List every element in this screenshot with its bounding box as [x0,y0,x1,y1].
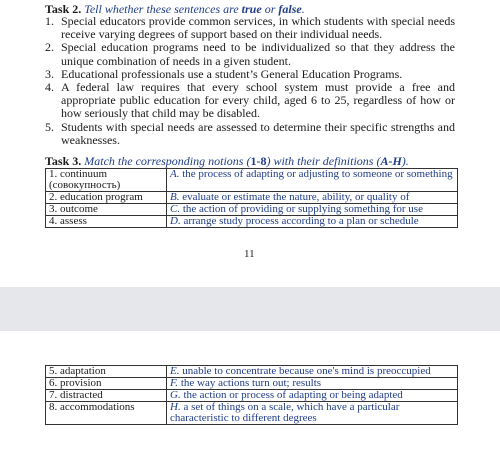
definition-text: the process of adapting or adjusting to someone or something [179,168,453,180]
notion-cell [46,390,167,402]
table-row [46,402,458,425]
definition-letter: G. [170,389,181,401]
definition-text: the action of providing or supplying something for use [180,203,423,215]
task2-word-or: or [261,2,279,16]
sentence-text: Educational professionals use a student’s General Education Programs. [61,66,403,81]
sentence-number: 4. [45,80,54,95]
task3-range-definitions: A-H [380,154,402,168]
table-row [46,204,458,216]
task2-sentence [45,41,455,67]
table-row [46,390,458,402]
table-row [46,216,458,228]
page-separator-gap [0,287,500,331]
definition-text: evaluate or estimate the nature, ability, or quality of [179,191,410,203]
definition-cell [167,402,458,425]
definition-letter: B. [170,191,180,203]
definition-cell [167,204,458,216]
definition-cell [167,390,458,402]
definition-cell [167,192,458,204]
definition-letter: F. [170,377,179,389]
task3-instruction-text: Match the corresponding notions ( [81,154,251,168]
definition-cell [167,378,458,390]
notion-text: 6. provision [49,377,102,389]
task2-sentence [45,121,455,147]
task2-instruction-end: . [301,2,305,16]
task2-word-false: false [278,2,302,16]
notion-cell [46,216,167,228]
notion-translation: (совокупность) [49,179,121,191]
table-row [46,192,458,204]
sentence-number: 1. [45,14,54,28]
definition-letter: E. [170,365,180,377]
notion-text: 8. accommodations [49,401,135,413]
notion-text: 2. education program [49,191,143,203]
task3-label: Task 3. [45,154,82,168]
matching-table-top [45,168,458,228]
definition-letter: D. [170,215,181,227]
sentence-text: Special education programs need to be individualized so that they address the unique combination of needs in a given student. [61,40,455,68]
definition-text: arrange study process according to a plan or schedule [180,215,419,227]
sentence-number: 5. [45,119,54,134]
sentence-text: A federal law requires that every school system must provide a free and appropriate public education for every child, aged 6 to 25, regardless of how or how seriously that child may be disabled. [61,80,455,121]
notion-text: 7. distracted [49,389,103,401]
table-row [46,169,458,192]
definition-letter: C. [170,203,181,215]
notion-cell [46,204,167,216]
sentence-text: Students with special needs are assessed to determine their specific strengths and weaknesses. [61,119,455,147]
task2-label: Task 2. [45,2,82,16]
task3-instruction-middle: ) with their definitions ( [266,154,381,168]
definition-text: a set of things on a scale, which have a particular characteristic to different degrees [170,401,400,424]
task2-word-true: true [241,2,262,16]
definition-text: unable to concentrate because one's mind is preoccupied [179,365,431,377]
task2-sentence-list [45,15,455,147]
notion-cell [46,402,167,425]
sentence-text: Special educators provide common services, in which students with special needs receive varying degrees of support based on their individual needs. [61,14,455,42]
definition-letter: H. [170,401,181,413]
definition-cell [167,169,458,192]
definition-text: the action or process of adapting or being adapted [180,389,403,401]
definition-cell [167,366,458,378]
sentence-number: 2. [45,40,54,55]
notion-text: 5. adaptation [49,365,106,377]
page-bottom [0,331,500,460]
task2-instruction-text: Tell whether these sentences are [84,2,242,16]
definition-cell [167,216,458,228]
page-number: 11 [244,248,255,260]
task3-instruction [81,154,409,168]
notion-cell [46,169,167,192]
notion-text: 1. continuum [49,168,108,180]
task3-range-notions: 1-8 [250,154,267,168]
table-row [46,378,458,390]
notion-text: 4. assess [49,215,87,227]
sentence-number: 3. [45,66,54,81]
task2-sentence [45,81,455,121]
task3-instruction-end: ). [401,154,409,168]
notion-cell [46,366,167,378]
definition-letter: A. [170,168,180,180]
notion-cell [46,378,167,390]
matching-table-bottom [45,365,458,425]
task2-sentence [45,15,455,41]
task3-title [45,154,409,168]
table-row [46,366,458,378]
notion-cell [46,192,167,204]
notion-text: 3. outcome [49,203,98,215]
definition-text: the way actions turn out; results [178,377,322,389]
